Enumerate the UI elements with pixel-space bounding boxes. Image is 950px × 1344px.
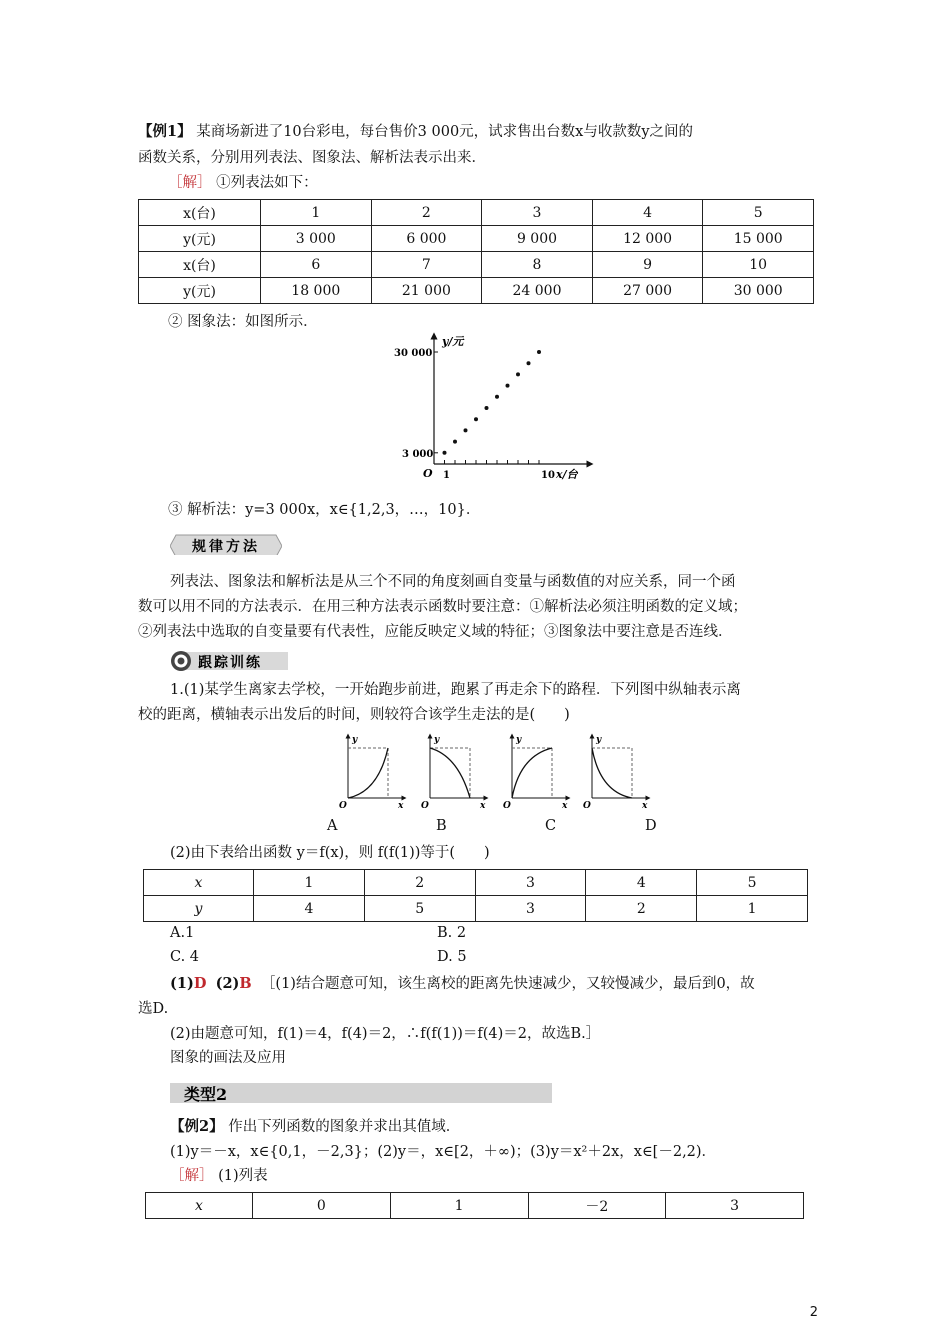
table-cell: y(元)	[139, 278, 261, 304]
answer-explain1: ［(1)结合题意可知，该生离校的距离先快速减少，又较慢减少，最后到0，故	[260, 976, 755, 992]
solution2-intro	[170, 1165, 268, 1187]
option-label-a: A	[327, 818, 338, 834]
example2-line	[170, 1116, 460, 1138]
table-cell: 2	[586, 896, 697, 922]
axis-y-label: y	[352, 735, 358, 745]
example2-label: 【例2】	[170, 1118, 224, 1135]
table-cell: 5	[703, 200, 814, 226]
answer-line2: 选D.	[138, 1001, 169, 1017]
data-point	[485, 406, 489, 410]
function-table	[143, 869, 808, 922]
table-cell: 7	[371, 252, 482, 278]
practice-banner	[170, 649, 290, 671]
table-cell: 24 000	[482, 278, 593, 304]
axis-x-label: x	[642, 801, 648, 810]
table-cell: x	[146, 1193, 253, 1219]
method-text-line2: 数可以用不同的方法表示．在用三种方法表示函数时要注意：①解析法必须注明函数的定义域；	[138, 599, 747, 615]
solution1-intro	[168, 172, 318, 194]
answer-line1	[170, 973, 755, 995]
q2-option-c: C. 4	[170, 949, 200, 965]
type2-banner	[170, 1081, 552, 1103]
table-cell: 8	[482, 252, 593, 278]
axis-x-label: x	[480, 801, 486, 810]
table-cell: 1	[261, 200, 372, 226]
method-banner	[170, 533, 282, 555]
practice-banner-label: 跟踪训练	[198, 655, 262, 671]
answer-part1: D	[193, 975, 207, 992]
table-cell: 1	[254, 870, 365, 896]
option-label-d: D	[645, 818, 657, 834]
solution2-text: (1)列表	[218, 1168, 268, 1184]
axis-y-label: y	[434, 735, 440, 745]
scatter-chart	[390, 332, 600, 487]
q2-option-a: A.1	[170, 925, 195, 941]
table-row	[139, 278, 814, 304]
data-point	[443, 451, 447, 455]
table-cell: 1	[697, 896, 808, 922]
method-text-line1: 列表法、图象法和解析法是从三个不同的角度刻画自变量与函数值的对应关系，同一个函	[170, 574, 736, 590]
origin-label: O	[421, 801, 429, 810]
table-cell: 15 000	[703, 226, 814, 252]
table-row	[139, 252, 814, 278]
q1-option-graphs	[330, 730, 660, 810]
example2-table	[145, 1192, 804, 1219]
data-point	[516, 372, 520, 376]
data-point	[495, 395, 499, 399]
page-number: 2	[809, 1305, 818, 1320]
y-tick-top: 30 000	[394, 348, 433, 359]
table-row	[144, 870, 808, 896]
answer-part2: B	[239, 975, 252, 992]
table-cell: 6 000	[371, 226, 482, 252]
method-banner-label: 规律方法	[192, 539, 260, 555]
data-points	[443, 350, 542, 455]
table-row	[146, 1193, 804, 1219]
option-label-b: B	[436, 818, 447, 834]
table-cell: 4	[592, 200, 703, 226]
axis-x-label: x	[398, 801, 404, 810]
solution-tag: ［解］	[170, 1168, 214, 1184]
data-point	[453, 440, 457, 444]
option-label-c: C	[545, 818, 557, 834]
origin-label: O	[423, 467, 433, 480]
table-cell: 9	[592, 252, 703, 278]
table-cell: y(元)	[139, 226, 261, 252]
table-row	[139, 226, 814, 252]
table-cell: 21 000	[371, 278, 482, 304]
q2-stem: (2)由下表给出函数 y＝f(x)，则 f(f(1))等于( )	[170, 845, 490, 861]
q1-line1: 1.(1)某学生离家去学校，一开始跑步前进，跑累了再走余下的路程．下列图中纵轴表示离	[170, 682, 741, 698]
section-heading: 图象的画法及应用	[170, 1050, 286, 1066]
table-cell: 6	[261, 252, 372, 278]
sales-table	[138, 199, 814, 304]
table-cell: 2	[364, 870, 475, 896]
solution1-step1: ①列表法如下：	[216, 175, 318, 191]
table-row	[144, 896, 808, 922]
y-axis-label: y/元	[442, 335, 464, 348]
q2-option-b: B. 2	[437, 925, 467, 941]
graph-b	[421, 735, 486, 810]
table-cell: 3	[482, 200, 593, 226]
axis-x-label: x	[562, 801, 568, 810]
table-cell: 3 000	[261, 226, 372, 252]
graph-c	[503, 735, 568, 810]
solution1-step2: ② 图象法：如图所示．	[168, 314, 318, 330]
axis-y-label: y	[596, 735, 602, 745]
table-cell: 3	[475, 870, 586, 896]
table-cell: x	[144, 870, 254, 896]
answer-part1-prefix: (1)	[170, 975, 194, 992]
example1-line1	[138, 121, 693, 143]
y-tick-bottom: 3 000	[402, 449, 434, 460]
graph-d	[583, 735, 648, 810]
origin-label: O	[503, 801, 511, 810]
table-cell: y	[144, 896, 254, 922]
x-tick-last: 10	[541, 470, 555, 481]
example2-funcs: (1)y＝－x，x∈{0,1，－2,3}；(2)y＝，x∈[2，＋∞)；(3)y＝x²＋2x，x∈[－2,2)．	[170, 1144, 717, 1160]
data-point	[464, 428, 468, 432]
answer-part2-prefix: (2)	[215, 975, 240, 992]
x-axis-label: x/台	[556, 468, 578, 481]
table-cell: x(台)	[139, 200, 261, 226]
q1-line2: 校的距离，横轴表示出发后的时间，则较符合该学生走法的是( )	[138, 707, 570, 723]
table-cell: 5	[697, 870, 808, 896]
table-cell: x(台)	[139, 252, 261, 278]
solution-tag: ［解］	[168, 175, 212, 191]
table-cell: 30 000	[703, 278, 814, 304]
table-cell: 18 000	[261, 278, 372, 304]
example1-text1: 某商场新进了10台彩电，每台售价3 000元，试求售出台数x与收款数y之间的	[196, 124, 694, 140]
data-point	[506, 384, 510, 388]
example1-line2: 函数关系，分别用列表法、图象法、解析法表示出来．	[138, 150, 486, 166]
answer-line3: (2)由题意可知，f(1)＝4，f(4)＝2，∴f(f(1))＝f(4)＝2，故选B.］	[170, 1026, 601, 1042]
graph-a	[339, 735, 404, 810]
table-cell: 9 000	[482, 226, 593, 252]
data-point	[474, 417, 478, 421]
table-cell: 3	[475, 896, 586, 922]
data-point	[527, 361, 531, 365]
table-cell: －2	[528, 1193, 666, 1219]
table-cell: 27 000	[592, 278, 703, 304]
table-cell: 2	[371, 200, 482, 226]
solution1-step3: ③ 解析法：y=3 000x，x∈{1,2,3，…，10}．	[168, 502, 481, 518]
example1-label: 【例1】	[138, 123, 192, 140]
type2-banner-label: 类型2	[184, 1085, 228, 1103]
table-cell: 5	[364, 896, 475, 922]
axis-y-label: y	[516, 735, 522, 745]
x-tick-first: 1	[443, 470, 450, 481]
q2-option-d: D. 5	[437, 949, 467, 965]
origin-label: O	[583, 801, 591, 810]
method-text-line3: ②列表法中选取的自变量要有代表性，应能反映定义域的特征；③图象法中要注意是否连线．	[138, 624, 733, 640]
table-row	[139, 200, 814, 226]
table-cell: 3	[666, 1193, 804, 1219]
example2-text: 作出下列函数的图象并求出其值域．	[228, 1119, 461, 1135]
table-cell: 10	[703, 252, 814, 278]
table-cell: 4	[586, 870, 697, 896]
table-cell: 0	[253, 1193, 391, 1219]
table-cell: 12 000	[592, 226, 703, 252]
table-cell: 4	[254, 896, 365, 922]
table-cell: 1	[390, 1193, 528, 1219]
data-point	[537, 350, 541, 354]
origin-label: O	[339, 801, 347, 810]
